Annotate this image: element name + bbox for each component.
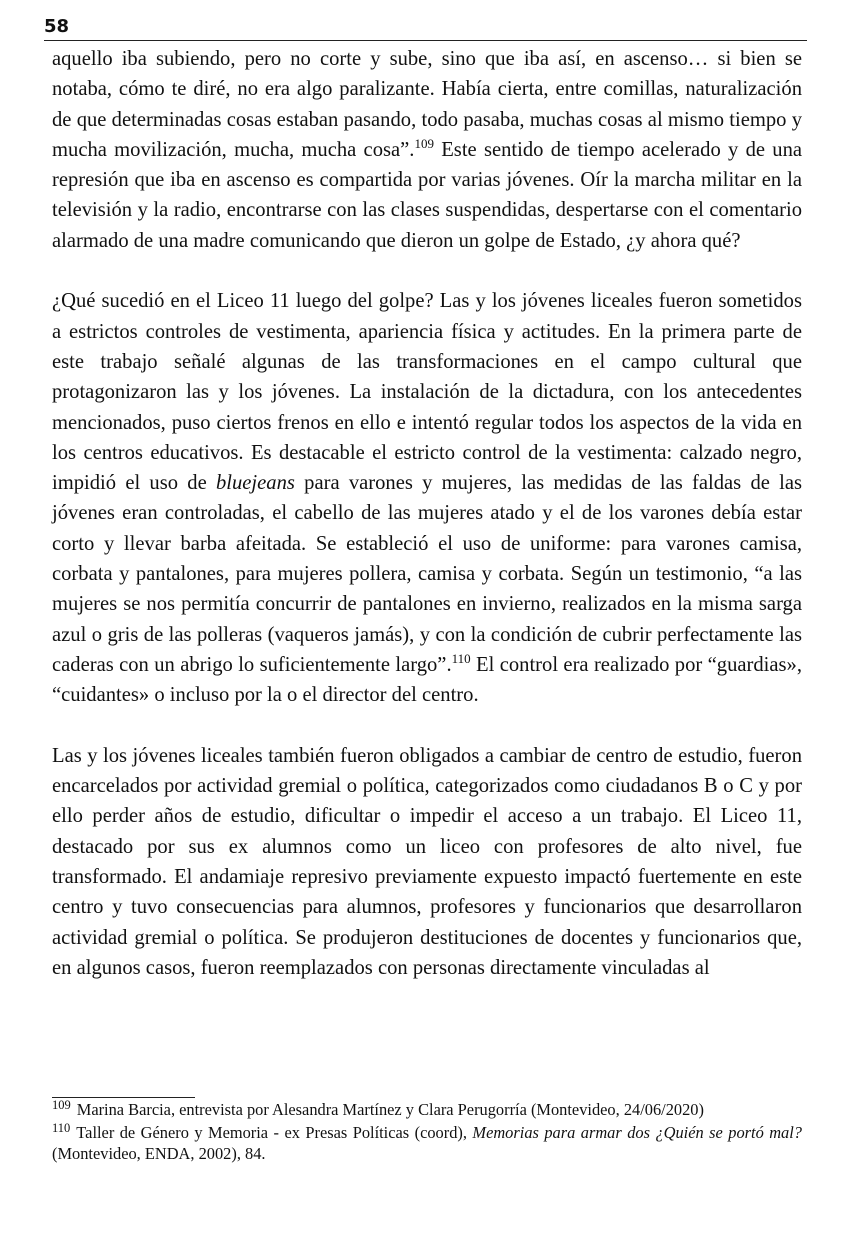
- footnote-number: 109: [52, 1098, 71, 1112]
- footnote-ref-109[interactable]: 109: [414, 135, 434, 151]
- footnote-text: Marina Barcia, entrevista por Alesandra Martínez y Clara Perugorría (Montevideo, 24/06/2020): [76, 1100, 704, 1119]
- footnote-text: (Montevideo, ENDA, 2002), 84.: [52, 1144, 266, 1163]
- footnote-rule: [52, 1097, 195, 1098]
- footnote-ref-110[interactable]: 110: [451, 650, 471, 666]
- paragraph-text: ¿Qué sucedió en el Liceo 11 luego del golpe? Las y los jóvenes liceales fueron sometidos a estrictos controles de vestimenta, apariencia física y actitudes. En la primera parte de este trabajo señalé algunas de las transformaciones en el campo cultural que protagonizaron las y los jóvenes. La instalación de la dictadura, con los antecedentes mencionados, puso ciertos frenos en ello e intentó regular todos los aspectos de la vida en los centros educativos. Es destacable el estricto control de la vestimenta: calzado negro, impidió el uso de: [52, 290, 802, 495]
- italic-term: bluejeans: [215, 472, 295, 495]
- footnote-109: [52, 1099, 802, 1121]
- footnote-text: Taller de Género y Memoria - ex Presas Políticas (coord),: [76, 1122, 473, 1142]
- footnote-number: 110: [52, 1120, 71, 1135]
- paragraph-3: Las y los jóvenes liceales también fueron obligados a cambiar de centro de estudio, fueron encarcelados por actividad gremial o política, categorizados como ciudadanos B o C y por ello perder años de estudio, dificultar o impedir el acceso a un trabajo. El Liceo 11, destacado por sus ex alumnos como un liceo con profesores de alto nivel, fue transformado. El andamiaje represivo previamente expuesto impactó fuertemente en este centro y tuvo consecuencias para alumnos, profesores y funcionarios que desarrollaron actividad gremial o política. Se produjeron destituciones de docentes y funcionarios que, en algunos casos, fueron reemplazados con personas directamente vinculadas al: [52, 744, 802, 979]
- paragraph-text: aquello iba subiendo, pero no corte y sube, sino que iba así, en ascenso… si bien se notaba, cómo te diré, no era algo paralizante. Había cierta, entre comillas, naturalización de que determinadas cosas estaban pasando, todo pasaba, muchas cosas al mismo tiempo y mucha movilización, mucha, mucha cosa”.: [52, 48, 802, 161]
- footnotes: [52, 1099, 802, 1165]
- paragraph-text: para varones y mujeres, las medidas de las faldas de las jóvenes eran controladas, el cabello de las mujeres atado y el de los varones debía estar corto y llevar barba afeitada. Se estableció el uso de uniforme: para varones camisa, corbata y pantalones, para mujeres pollera, camisa y corbata. Según un testimonio, “a las mujeres se nos permitía concurrir de pantalones en invierno, realizados en la misma sarga azul o gris de las polleras (vaqueros jamás), y con la condición de cubrir perfectamente las caderas con un abrigo lo suficientemente largo”.: [52, 472, 803, 676]
- paragraph-text: Este sentido de tiempo acelerado y de una represión que iba en ascenso es compartida por varias jóvenes. Oír la marcha militar en la televisión y la radio, encontrarse con las clases suspendidas, despertarse con el comentario alarmado de una madre comunicando que dieron un golpe de Estado, ¿y ahora qué?: [52, 138, 803, 252]
- paragraph-2: [52, 286, 802, 710]
- footnote-book-title: Memorias para armar dos ¿Quién se portó mal?: [472, 1122, 802, 1142]
- body-text: [52, 44, 802, 983]
- paragraph-1: [52, 44, 802, 256]
- header-rule: [44, 40, 807, 41]
- footnote-110: [52, 1122, 802, 1165]
- page-number: 58: [44, 16, 70, 37]
- paragraph-text: El control era realizado por “guardias», “cuidantes» o incluso por la o el director del centro.: [52, 653, 802, 707]
